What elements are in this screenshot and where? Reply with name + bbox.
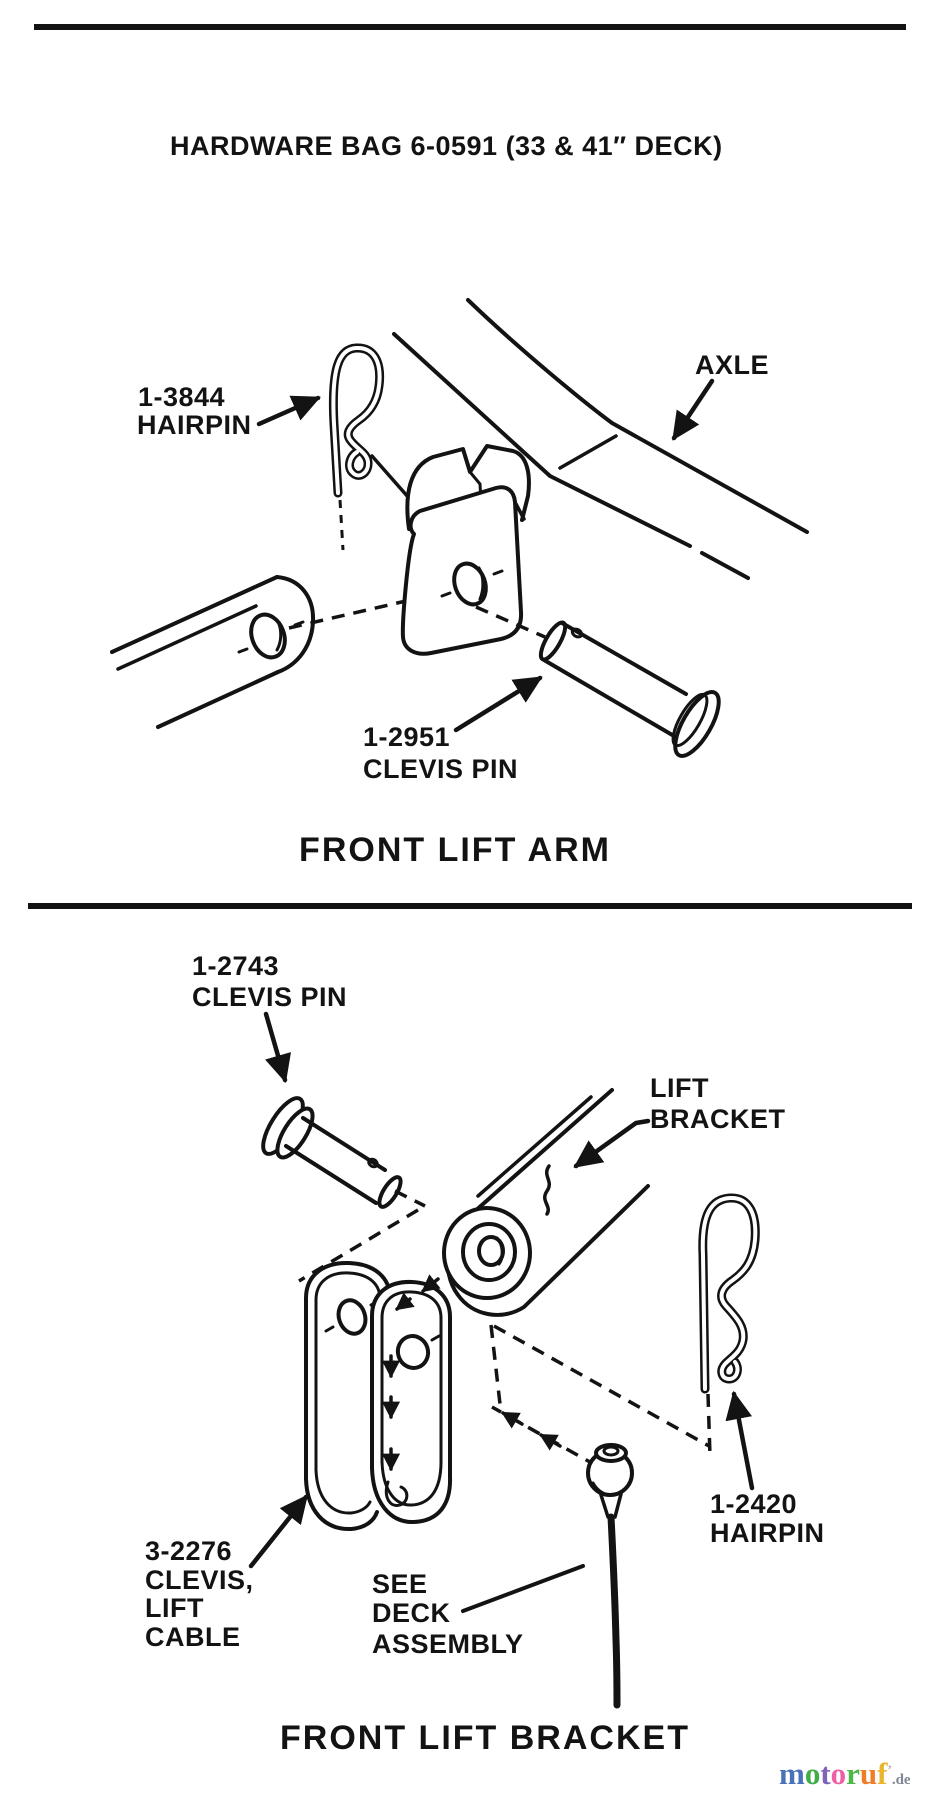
divider-rule (28, 903, 912, 909)
lift-arm-bar-drawing (112, 577, 313, 727)
label-hairpin-name: HAIRPIN (137, 410, 252, 440)
watermark-letter: f (877, 1756, 888, 1791)
page-title: HARDWARE BAG 6-0591 (33 & 41″ DECK) (170, 131, 723, 161)
label-see-2: DECK (372, 1598, 451, 1628)
label-hairpin2-name: HAIRPIN (710, 1518, 825, 1548)
label-hairpin2-part: 1-2420 (710, 1489, 798, 1519)
label-clevis-pin-part: 1-2951 (363, 722, 451, 752)
watermark-letter: r (846, 1756, 860, 1791)
watermark-letter: m (779, 1756, 805, 1791)
watermark-letter: u (859, 1756, 878, 1791)
top-rule (34, 24, 906, 30)
label-lift-bracket-1: LIFT (650, 1073, 709, 1103)
watermark-letter: o (804, 1756, 821, 1791)
label-clevis-3: LIFT (145, 1593, 204, 1623)
watermark-mark: ’ (887, 1762, 892, 1777)
diagram-front-lift-arm (112, 300, 807, 869)
label-hairpin-part: 1-3844 (138, 382, 226, 412)
label-clevis-pin2-part: 1-2743 (192, 951, 280, 981)
hairpin-drawing-1 (333, 348, 379, 550)
label-clevis-2: CLEVIS, (145, 1565, 254, 1595)
caption-front-lift-bracket: FRONT LIFT BRACKET (280, 1719, 690, 1757)
diagram-front-lift-bracket (145, 951, 825, 1757)
lift-bracket-arm-drawing (444, 1090, 648, 1315)
clevis-pin-drawing-2 (256, 1093, 405, 1210)
axle-label-arrow (674, 381, 712, 438)
label-lift-bracket-2: BRACKET (650, 1104, 786, 1134)
hairpin-drawing-2 (703, 1198, 756, 1389)
caption-front-lift-arm: FRONT LIFT ARM (299, 831, 611, 869)
label-see-3: ASSEMBLY (372, 1629, 524, 1659)
label-see-1: SEE (372, 1569, 428, 1599)
clevis-pin-label-arrow (456, 678, 540, 730)
watermark-letter: o (830, 1756, 847, 1791)
label-clevis-pin2-name: CLEVIS PIN (192, 982, 348, 1012)
watermark-letter: t (820, 1756, 831, 1791)
hairpin2-label-arrow (734, 1394, 752, 1488)
cable-ball-drawing (588, 1445, 632, 1705)
label-clevis-pin-name: CLEVIS PIN (363, 754, 519, 784)
motoruf-watermark (779, 1756, 911, 1792)
cable-clevis-label-arrow (251, 1497, 306, 1566)
clevis-pin2-label-arrow (266, 1014, 285, 1080)
clevis-pin-drawing-1 (536, 619, 727, 762)
cable-clevis-drawing (306, 1263, 450, 1530)
label-axle: AXLE (695, 350, 770, 380)
label-clevis-4: CABLE (145, 1622, 241, 1652)
watermark-suffix: .de (891, 1772, 911, 1788)
lift-arm-bracket-drawing (403, 446, 529, 654)
see-deck-leader-line (463, 1566, 583, 1611)
hairpin-label-arrow (259, 398, 318, 424)
label-clevis-part: 3-2276 (145, 1536, 233, 1566)
